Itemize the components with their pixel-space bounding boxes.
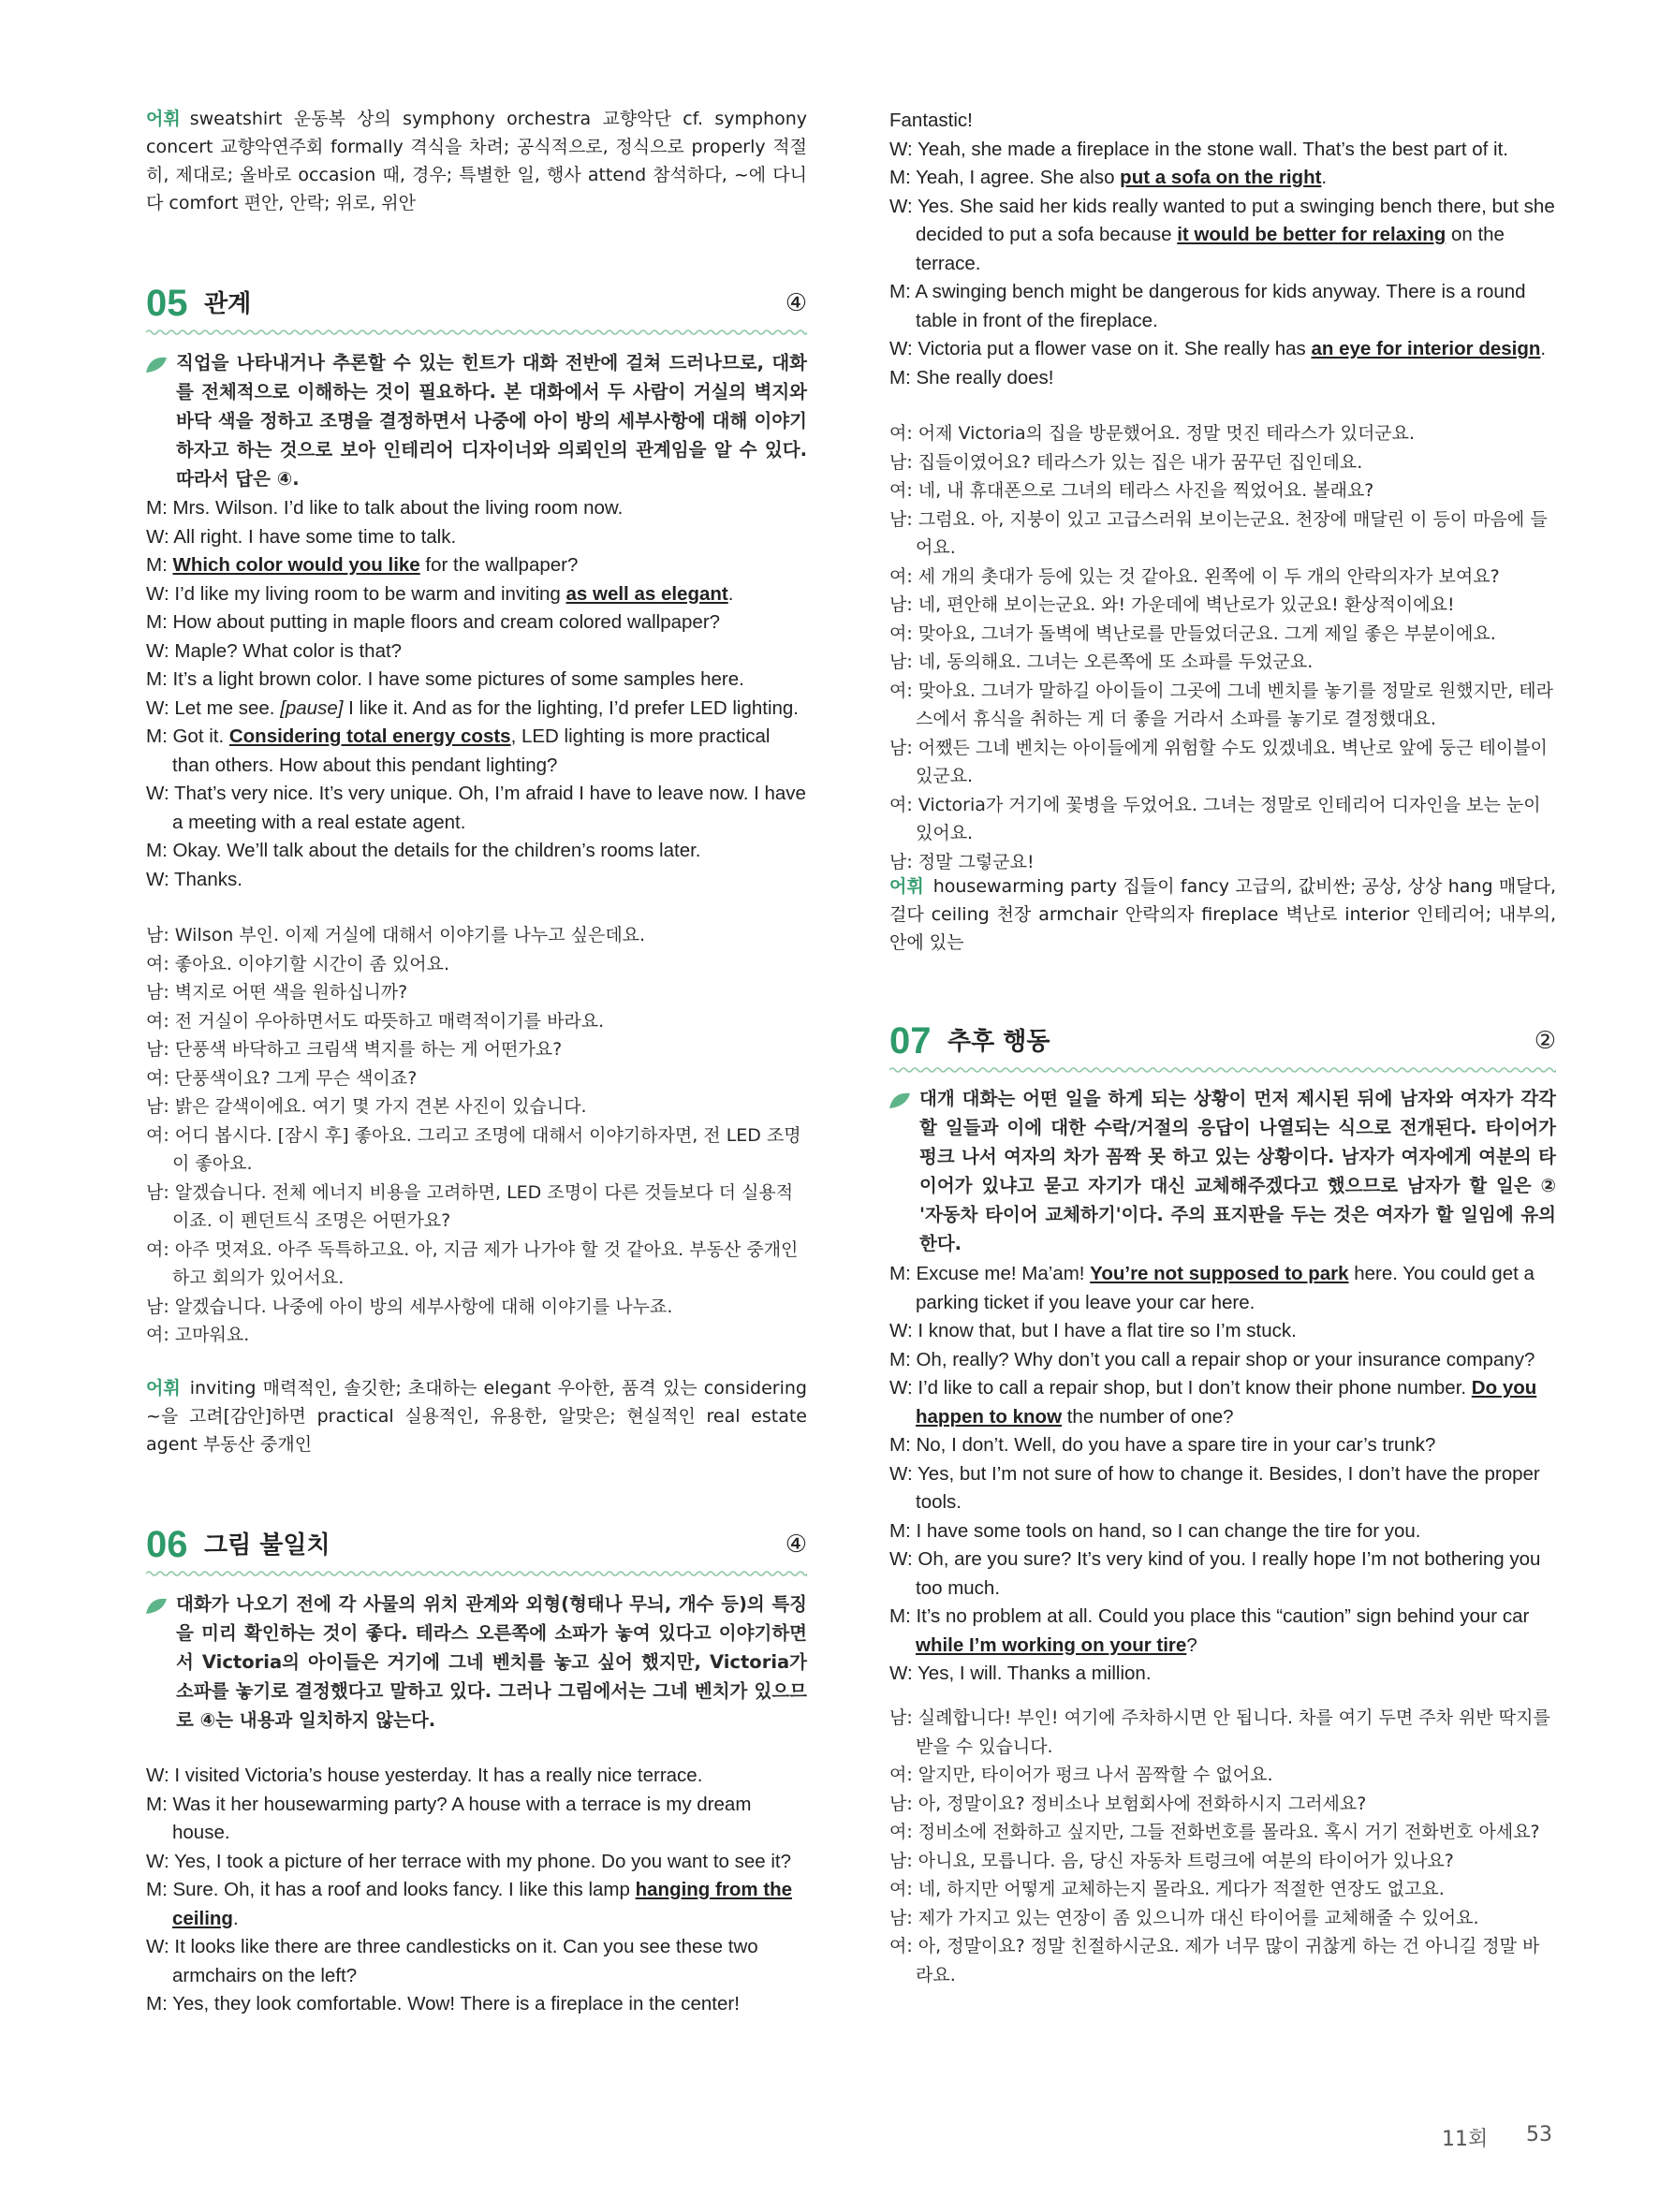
dialogue-line: W: Yes, but I’m not sure of how to change it. Besides, I don’t have the proper tools. [889, 1462, 1540, 1513]
translation-line: 여: Victoria가 거기에 꽃병을 두었어요. 그녀는 정말로 인테리어 디자인을 보는 눈이 있어요. [889, 794, 1541, 843]
key-phrase: Do you happen to know [916, 1377, 1537, 1428]
translation-line: 여: 네, 내 휴대폰으로 그녀의 테라스 사진을 찍었어요. 볼래요? [889, 480, 1374, 501]
section-answer: ④ [785, 289, 807, 317]
key-phrase: You’re not supposed to park [1090, 1263, 1349, 1284]
dialogue-line: W: Oh, are you sure? It’s very kind of you. I really hope I’m not bothering you too much. [889, 1548, 1541, 1599]
hint-text: 직업을 나타내거나 추론할 수 있는 힌트가 대화 전반에 걸쳐 드러나므로, 대화를 전체적으로 이해하는 것이 필요하다. 본 대화에서 두 사람이 거실의 벽지와 바닥 색을 정하고 조명을 결정하면서 나중에 아이 방의 세부사항에 대해 이야기하자고 하는 것으로 보아 인테리어 디자이너와 의뢰인의 관계임을 알 수 있다. 따라서 답은 ④. [176, 352, 807, 490]
translation-line: 여: 아주 멋져요. 아주 독특하고요. 아, 지금 제가 나가야 할 것 같아요. 부동산 중개인하고 회의가 있어서요. [146, 1238, 799, 1288]
translation-line: 여: 어디 봅시다. [잠시 후] 좋아요. 그리고 조명에 대해서 이야기하자면, 전 LED 조명이 좋아요. [146, 1124, 801, 1174]
vocab-text: inviting 매력적인, 솔깃한; 초대하는 elegant 우아한, 품격 있는 considering ~을 고려[감안]하면 practical 실용적인, 유용한, 알맞은; 현실적인 real estate agent 부동산 중개인 [146, 1378, 807, 1455]
translation-line: 남: 아, 정말이요? 정비소나 보험회사에 전화하시지 그러세요? [889, 1793, 1367, 1814]
dialogue-line: W: I’d like my living room to be warm and inviting as well as elegant. [146, 582, 734, 605]
translation-line: 남: 밝은 갈색이에요. 여기 몇 가지 견본 사진이 있습니다. [146, 1096, 587, 1117]
translation-line: 남: 그럼요. 아, 지붕이 있고 고급스러워 보이는군요. 천장에 매달린 이 등이 마음에 들어요. [889, 508, 1548, 558]
translation-line: 남: 집들이였어요? 테라스가 있는 집은 내가 꿈꾸던 집인데요. [889, 451, 1363, 473]
vocab-box [146, 1374, 807, 1458]
dialogue-line: W: Victoria put a flower vase on it. She really has an eye for interior design. [889, 338, 1547, 359]
dialogue-line: M: A swinging bench might be dangerous for kids anyway. There is a round table in front of the fireplace. [889, 281, 1526, 331]
section-05-header [146, 283, 807, 331]
translation-line: 여: 네, 하지만 어떻게 교체하는지 몰라요. 게다가 적절한 연장도 없고요. [889, 1879, 1445, 1899]
translation-line: 여: 고마워요. [146, 1325, 250, 1345]
dialogue-line: W: That’s very nice. It’s very unique. Oh, I’m afraid I have to leave now. I have a meeting with a real estate agent. [146, 783, 806, 833]
section-07-header [889, 1020, 1556, 1069]
dialogue-line: M: Excuse me! Ma’am! You’re not supposed to park here. You could get a parking ticket if you leave your car here. [889, 1263, 1534, 1313]
translation-line: 남: 제가 가지고 있는 연장이 좀 있으니까 대신 타이어를 교체해줄 수 있어요. [889, 1907, 1479, 1928]
hint-box [146, 348, 807, 493]
dialogue-line: W: Yes, I will. Thanks a million. [889, 1663, 1152, 1684]
translation-line: 남: 단풍색 바닥하고 크림색 벽지를 하는 게 어떤가요? [146, 1039, 563, 1060]
dialogue-line: M: How about putting in maple floors and cream colored wallpaper? [146, 611, 721, 633]
dialogue-line: M: Yeah, I agree. She also put a sofa on the right. [889, 167, 1328, 188]
dialogue-line: Fantastic! [889, 110, 973, 131]
hint-box [889, 1084, 1556, 1258]
vocab-text: housewarming party 집들이 fancy 고급의, 값비싼; 공상, 상상 hang 매달다, 걸다 ceiling 천장 armchair 안락의자 fireplace 벽난로 interior 인테리어; 내부의, 안에 있는 [889, 876, 1556, 953]
stage-direction: [pause] [280, 696, 344, 719]
vocab-box [889, 872, 1556, 957]
translation-line: 남: 알겠습니다. 나중에 아이 방의 세부사항에 대해 이야기를 나누죠. [146, 1296, 673, 1317]
leaf-icon [888, 1090, 912, 1110]
translation-line: 여: 정비소에 전화하고 싶지만, 그들 전화번호를 몰라요. 혹시 거기 전화번호 아세요? [889, 1822, 1540, 1842]
translation-line: 여: 아, 정말이요? 정말 친절하시군요. 제가 너무 많이 귀찮게 하는 건 아니길 정말 바라요. [889, 1936, 1540, 1985]
section-title: 그림 불일치 [204, 1531, 330, 1560]
dialogue-line: W: Yeah, she made a fireplace in the stone wall. That’s the best part of it. [889, 138, 1508, 160]
dialogue-line: M: No, I don’t. Well, do you have a spare tire in your car’s trunk? [889, 1434, 1436, 1456]
key-phrase: put a sofa on the right [1120, 167, 1322, 188]
key-phrase: an eye for interior design [1311, 338, 1541, 359]
dialogue-english [146, 494, 807, 894]
translation-line: 남: 네, 동의해요. 그녀는 오른쪽에 또 소파를 두었군요. [889, 652, 1314, 672]
wavy-divider [889, 1065, 1556, 1075]
dialogue-line: W: It looks like there are three candlesticks on it. Can you see these two armchairs on the left? [146, 1936, 758, 1986]
wavy-divider [146, 1569, 807, 1578]
translation-line: 남: 정말 그렇군요! [889, 851, 1035, 872]
translation-line: 남: 벽지로 어떤 색을 원하십니까? [146, 982, 408, 1003]
dialogue-line: M: She really does! [889, 366, 1054, 388]
section-answer: ② [1534, 1027, 1556, 1055]
section-number: 05 [146, 283, 188, 324]
section-number: 07 [889, 1020, 932, 1062]
translation-line: 남: 아니요, 모릅니다. 음, 당신 자동차 트렁크에 여분의 타이어가 있나요? [889, 1850, 1454, 1871]
translation-line: 남: Wilson 부인. 이제 거실에 대해서 이야기를 나누고 싶은데요. [146, 925, 646, 945]
leaf-icon [144, 1595, 169, 1616]
dialogue-line: M: Was it her housewarming party? A house with a terrace is my dream house. [146, 1793, 752, 1843]
dialogue-line: W: Thanks. [146, 868, 242, 890]
wavy-divider [146, 328, 807, 337]
hint-text: 대화가 나오기 전에 각 사물의 위치 관계와 외형(형태나 무늬, 개수 등)의 특징을 미리 확인하는 것이 좋다. 테라스 오른쪽에 소파가 놓여 있다고 이야기하면서 Victoria의 아이들은 거기에 그네 벤치를 놓고 싶어 했지만, Victoria가 소파를 놓기로 결정했다고 말하고 있다. 그러나 그림에서는 그네 벤치가 있으므로 ④는 내용과 일치하지 않는다. [176, 1593, 807, 1731]
translation-line: 남: 네, 편안해 보이는군요. 와! 가운데에 벽난로가 있군요! 환상적이에요! [889, 594, 1455, 615]
vocab-key: 어휘 [146, 109, 181, 129]
section-06-header [146, 1524, 807, 1573]
translation-line: 남: 알겠습니다. 전체 에너지 비용을 고려하면, LED 조명이 다른 것들보다 더 실용적이죠. 이 펜던트식 조명은 어떤가요? [146, 1181, 794, 1231]
dialogue-line: W: Maple? What color is that? [146, 639, 403, 662]
dialogue-korean [146, 921, 807, 1350]
dialogue-line: M: I have some tools on hand, so I can change the tire for you. [889, 1519, 1421, 1542]
dialogue-line: M: Sure. Oh, it has a roof and looks fancy. I like this lamp hanging from the ceiling. [146, 1879, 793, 1929]
section-title: 관계 [204, 290, 252, 318]
translation-line: 여: 세 개의 촛대가 등에 있는 것 같아요. 왼쪽에 이 두 개의 안락의자가 보여요? [889, 565, 1500, 587]
dialogue-line: W: Yes, I took a picture of her terrace with my phone. Do you want to see it? [146, 1850, 792, 1872]
translation-line: 여: 맞아요. 그녀가 말하길 아이들이 그곳에 그네 벤치를 놓기를 정말로 원했지만, 테라스에서 휴식을 취하는 게 더 좋을 거라서 소파를 놓기로 결정했대요. [889, 680, 1553, 729]
dialogue-korean [889, 419, 1556, 876]
dialogue-line: M: It’s no problem at all. Could you place this “caution” sign behind your car while I’m working on your tire? [889, 1605, 1530, 1656]
dialogue-line: M: Mrs. Wilson. I’d like to talk about the living room now. [146, 497, 624, 519]
vocab-box [146, 105, 807, 217]
key-phrase: hanging from the ceiling [172, 1879, 793, 1929]
dialogue-english [889, 1260, 1556, 1689]
leaf-icon [144, 354, 169, 374]
translation-line: 남: 어쨌든 그네 벤치는 아이들에게 위험할 수도 있겠네요. 벽난로 앞에 둥근 테이블이 있군요. [889, 737, 1548, 786]
dialogue-line: M: It’s a light brown color. I have some pictures of some samples here. [146, 668, 744, 690]
dialogue-line: W: I’d like to call a repair shop, but I don’t know their phone number. Do you happen to know the number of one? [889, 1377, 1537, 1428]
key-phrase: Considering total energy costs [228, 725, 511, 747]
dialogue-english [889, 107, 1556, 392]
dialogue-line: W: I know that, but I have a flat tire so I’m stuck. [889, 1320, 1297, 1341]
key-phrase: Which color would you like [172, 554, 420, 576]
section-title: 추후 행동 [947, 1028, 1050, 1056]
dialogue-line: W: I visited Victoria’s house yesterday. It has a really nice terrace. [146, 1765, 703, 1786]
translation-line: 여: 좋아요. 이야기할 시간이 좀 있어요. [146, 953, 449, 974]
vocab-key: 어휘 [889, 876, 924, 897]
issue-label: 11회 [1442, 2128, 1489, 2151]
key-phrase: as well as elegant [565, 582, 728, 605]
vocab-text: sweatshirt 운동복 상의 symphony orchestra 교향악단 cf. symphony concert 교향악연주회 formally 격식을 차려; 공식적으로, 정식으로 properly 적절히, 제대로; 올바로 occasion 때, 경우; 특별한 일, 행사 attend 참석하다, ~에 다니다 comfort 편안, 안락; 위로, 위안 [146, 109, 807, 213]
translation-line: 여: 알지만, 타이어가 펑크 나서 꼼짝할 수 없어요. [889, 1765, 1273, 1785]
translation-line: 여: 전 거실이 우아하면서도 따뜻하고 매력적이기를 바라요. [146, 1010, 605, 1032]
dialogue-english [146, 1762, 807, 2019]
dialogue-line: M: Got it. Considering total energy costs, LED lighting is more practical than others. How about this pendant lighting? [146, 725, 771, 776]
vocab-key: 어휘 [146, 1378, 181, 1399]
page-number: 53 [1526, 2123, 1552, 2146]
section-answer: ④ [785, 1531, 807, 1559]
translation-line: 여: 맞아요, 그녀가 돌벽에 벽난로를 만들었더군요. 그게 제일 좋은 부분이에요. [889, 623, 1496, 644]
key-phrase: it would be better for relaxing [1177, 224, 1446, 245]
translation-line: 여: 단풍색이요? 그게 무슨 색이죠? [146, 1067, 418, 1089]
dialogue-line: W: Let me see. [pause] I like it. And as for the lighting, I’d prefer LED lighting. [146, 696, 800, 719]
dialogue-line: M: Which color would you like for the wallpaper? [146, 554, 579, 576]
dialogue-korean [889, 1704, 1556, 1989]
dialogue-line: M: Oh, really? Why don’t you call a repair shop or your insurance company? [889, 1348, 1535, 1370]
key-phrase: while I’m working on your tire [916, 1633, 1187, 1656]
dialogue-line: M: Okay. We’ll talk about the details for the children’s rooms later. [146, 840, 701, 861]
dialogue-line: W: All right. I have some time to talk. [146, 525, 457, 548]
dialogue-line: W: Yes. She said her kids really wanted to put a swinging bench there, but she decided to put a sofa because it would be better for relaxing on the terrace. [889, 195, 1555, 274]
dialogue-line: M: Yes, they look comfortable. Wow! There is a fireplace in the center! [146, 1993, 740, 2014]
section-number: 06 [146, 1524, 188, 1565]
hint-box [146, 1589, 807, 1735]
translation-line: 남: 실례합니다! 부인! 여기에 주차하시면 안 됩니다. 차를 여기 두면 주차 위반 딱지를 받을 수 있습니다. [889, 1707, 1550, 1757]
hint-text: 대개 대화는 어떤 일을 하게 되는 상황이 먼저 제시된 뒤에 남자와 여자가 각각 할 일들과 이에 대한 수락/거절의 응답이 나열되는 식으로 전개된다. 타이어가 펑크 나서 여자의 차가 꼼짝 못 하고 있는 상황이다. 남자가 여자에게 여분의 타이어가 있냐고 묻고 자기가 대신 교체해주겠다고 했으므로 남자가 할 일은 ② '자동차 타이어 교체하기'이다. 주의 표지판을 두는 것은 여자가 할 일임에 유의한다. [919, 1088, 1556, 1254]
translation-line: 여: 어제 Victoria의 집을 방문했어요. 정말 멋진 테라스가 있더군요. [889, 423, 1416, 444]
